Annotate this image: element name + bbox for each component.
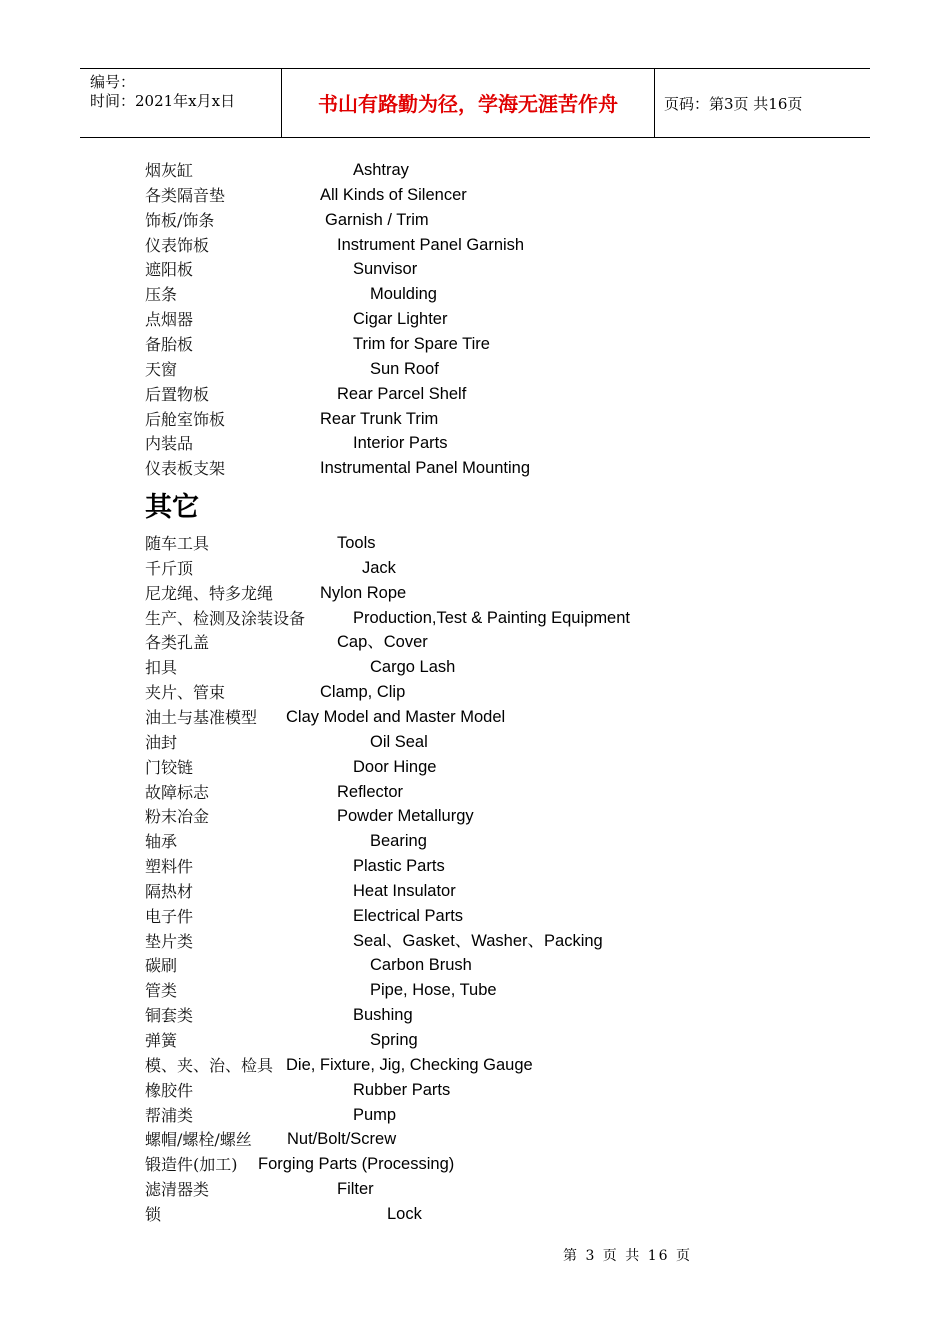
list-item <box>0 904 950 929</box>
english-term: Reflector <box>337 782 404 801</box>
chinese-term: 门铰链 <box>145 757 194 777</box>
chinese-term: 随车工具 <box>145 534 210 553</box>
english-term: Forging Parts (Processing) <box>258 1155 455 1174</box>
list-item <box>0 233 950 258</box>
english-term: Instrument Panel Garnish <box>337 235 525 254</box>
english-term: Pipe, Hose, Tube <box>370 981 497 1000</box>
header-motto-cell <box>281 69 655 137</box>
chinese-term: 螺帽/螺栓/螺丝 <box>145 1130 252 1150</box>
chinese-term: 千斤顶 <box>145 558 194 578</box>
list-item <box>0 978 950 1003</box>
list-item <box>0 357 950 382</box>
chinese-term: 垫片类 <box>145 931 194 951</box>
chinese-term: 各类孔盖 <box>145 633 210 653</box>
list-item <box>0 1152 950 1177</box>
english-term: Powder Metallurgy <box>337 807 474 826</box>
english-term: Jack <box>362 558 396 577</box>
list-item <box>0 829 950 854</box>
list-item <box>0 1053 950 1078</box>
chinese-term: 故障标志 <box>145 782 210 802</box>
english-term: Rear Parcel Shelf <box>337 384 467 403</box>
chinese-term: 尼龙绳、特多龙绳 <box>145 583 274 603</box>
list-item <box>0 1202 950 1227</box>
list-item <box>0 953 950 978</box>
chinese-term: 各类隔音垫 <box>145 185 226 205</box>
list-item <box>0 382 950 407</box>
chinese-term: 电子件 <box>145 906 194 926</box>
list-item <box>0 630 950 655</box>
list-item <box>0 158 950 183</box>
english-term: Clamp, Clip <box>320 683 406 702</box>
chinese-term: 仪表饰板 <box>145 235 210 255</box>
english-term: Spring <box>370 1031 418 1049</box>
list-item <box>0 208 950 233</box>
list-item <box>0 431 950 456</box>
chinese-term: 橡胶件 <box>145 1080 194 1100</box>
english-term: Production,Test & Painting Equipment <box>353 608 630 627</box>
english-term: Door Hinge <box>353 757 437 776</box>
list-item <box>0 407 950 432</box>
list-item <box>0 581 950 606</box>
chinese-term: 弹簧 <box>145 1031 178 1050</box>
chinese-term: 扣具 <box>145 658 178 678</box>
english-term: Heat Insulator <box>353 881 456 900</box>
chinese-term: 后置物板 <box>145 384 210 404</box>
chinese-term: 滤清器类 <box>145 1180 210 1200</box>
english-term: Lock <box>387 1204 422 1223</box>
list-item <box>0 282 950 307</box>
header-right-cell <box>654 69 870 137</box>
list-item <box>0 556 950 581</box>
page-header <box>80 68 870 138</box>
list-item <box>0 1177 950 1202</box>
english-term: Pump <box>353 1105 397 1124</box>
chinese-term: 模、夹、治、检具 <box>145 1055 274 1075</box>
list-item <box>0 1127 950 1152</box>
chinese-term: 饰板/饰条 <box>145 210 215 230</box>
list-item <box>0 1103 950 1128</box>
list-item <box>0 730 950 755</box>
list-item <box>0 606 950 631</box>
english-term: Die, Fixture, Jig, Checking Gauge <box>286 1055 533 1074</box>
english-term: Electrical Parts <box>353 906 464 925</box>
chinese-term: 生产、检测及涂装设备 <box>145 608 306 628</box>
chinese-term: 备胎板 <box>145 334 194 354</box>
list-item <box>0 1028 950 1053</box>
chinese-term: 碳刷 <box>145 956 178 976</box>
chinese-term: 管类 <box>145 981 178 1001</box>
chinese-term: 塑料件 <box>145 857 194 877</box>
chinese-term: 后舱室饰板 <box>145 409 226 429</box>
list-item <box>0 929 950 954</box>
english-term: Plastic Parts <box>353 857 445 876</box>
list-item <box>0 804 950 829</box>
header-page-info: 页码：第3页 共16页 <box>664 95 803 113</box>
list-item <box>0 854 950 879</box>
chinese-term: 夹片、管束 <box>145 683 226 703</box>
english-term: Rubber Parts <box>353 1080 451 1099</box>
chinese-term: 压条 <box>145 285 178 305</box>
english-term: Nylon Rope <box>320 583 407 602</box>
list-item <box>0 879 950 904</box>
chinese-term: 遮阳板 <box>145 260 194 280</box>
english-term: Carbon Brush <box>370 956 472 975</box>
chinese-term: 轴承 <box>145 832 178 852</box>
list-item <box>0 183 950 208</box>
list-item <box>0 531 950 556</box>
english-term: Sunvisor <box>353 260 418 279</box>
english-term: Sun Roof <box>370 359 439 378</box>
chinese-term: 点烟器 <box>145 310 194 330</box>
chinese-term: 铜套类 <box>145 1006 194 1026</box>
list-item <box>0 755 950 780</box>
english-term: Bushing <box>353 1006 413 1025</box>
section-title: 其它 <box>145 492 199 523</box>
header-motto: 书山有路勤为径，学海无涯苦作舟 <box>318 92 618 116</box>
english-term: Nut/Bolt/Screw <box>287 1130 397 1149</box>
list-item <box>0 332 950 357</box>
page-footer: 第 3 页 共 16 页 <box>563 1248 692 1264</box>
chinese-term: 帮浦类 <box>145 1105 194 1125</box>
english-term: Instrumental Panel Mounting <box>320 459 531 478</box>
english-term: Interior Parts <box>353 434 448 453</box>
list-item <box>0 1003 950 1028</box>
chinese-term: 仪表板支架 <box>145 459 226 479</box>
chinese-term: 粉末冶金 <box>145 807 210 827</box>
english-term: All Kinds of Silencer <box>320 185 467 204</box>
document-date: 时间：2021年x月x日 <box>90 92 236 110</box>
english-term: Cigar Lighter <box>353 310 448 329</box>
english-term: Oil Seal <box>370 732 428 751</box>
chinese-term: 内装品 <box>145 434 194 454</box>
english-term: Clay Model and Master Model <box>286 707 506 726</box>
list-item <box>0 257 950 282</box>
chinese-term: 天窗 <box>145 359 178 379</box>
chinese-term: 锁 <box>145 1204 162 1224</box>
list-item <box>0 780 950 805</box>
english-term: Filter <box>337 1180 374 1199</box>
english-term: Trim for Spare Tire <box>353 334 490 353</box>
list-item <box>0 1078 950 1103</box>
english-term: Cap、Cover <box>337 633 428 652</box>
english-term: Bearing <box>370 832 427 851</box>
list-item <box>0 456 950 481</box>
chinese-term: 锻造件(加工) <box>145 1155 238 1175</box>
english-term: Tools <box>337 534 376 552</box>
chinese-term: 烟灰缸 <box>145 161 194 180</box>
english-term: Garnish / Trim <box>325 210 429 229</box>
list-item <box>0 680 950 705</box>
list-item <box>0 307 950 332</box>
header-left-cell <box>80 69 280 137</box>
english-term: Ashtray <box>353 161 409 179</box>
chinese-term: 隔热材 <box>145 881 194 901</box>
english-term: Cargo Lash <box>370 658 456 677</box>
chinese-term: 油土与基准模型 <box>145 707 258 727</box>
chinese-term: 油封 <box>145 732 178 752</box>
list-item <box>0 705 950 730</box>
english-term: Rear Trunk Trim <box>320 409 439 428</box>
english-term: Moulding <box>370 285 437 304</box>
list-item <box>0 655 950 680</box>
english-term: Seal、Gasket、Washer、Packing <box>353 931 603 950</box>
document-number-label: 编号： <box>90 73 136 91</box>
